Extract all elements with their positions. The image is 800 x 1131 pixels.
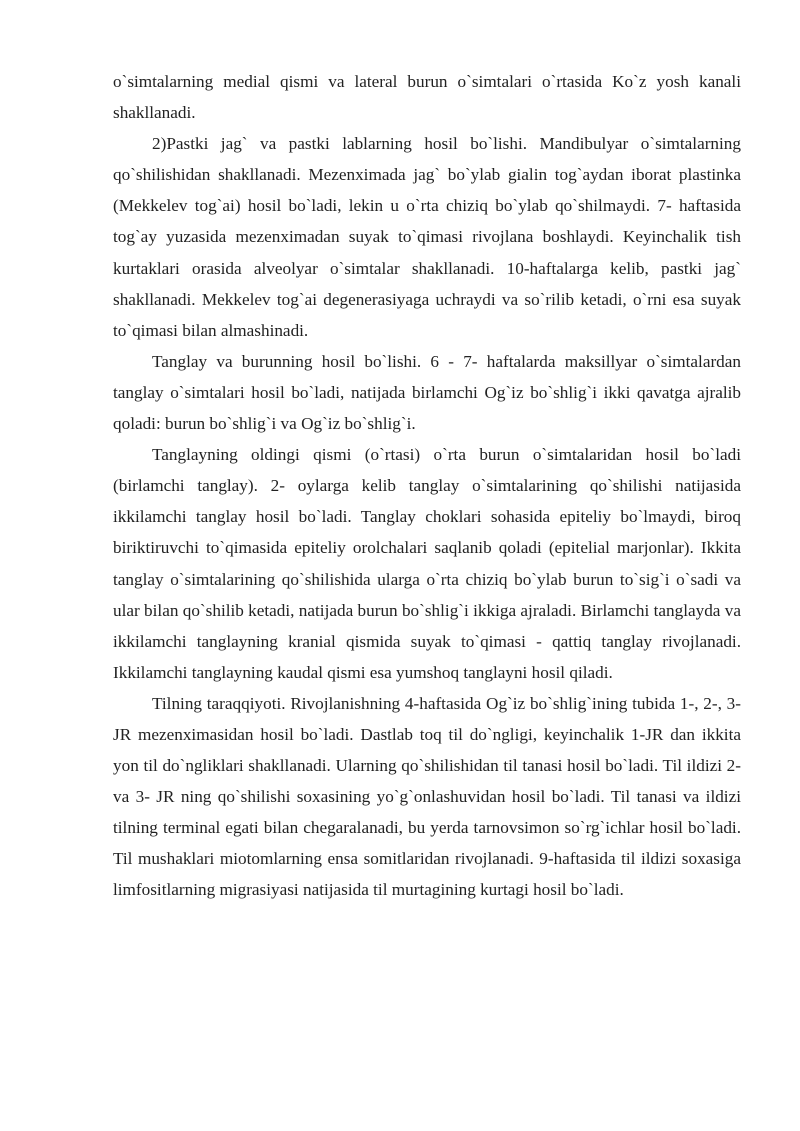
paragraph-2: 2)Pastki jag` va pastki lablarning hosil bo`lishi. Mandibulyar o`simtalarning qo`shilishidan shakllanadi. Mezenximada jag` bo`ylab gialin tog`aydan iborat plastinka (Mekkelev tog`ai) hosil bo`ladi, lekin u o`rta chiziq bo`ylab qo`shilmaydi. 7- haftasida tog`ay yuzasida mezenximadan suyak to`qimasi rivojlana boshlaydi. Keyinchalik tish kurtaklari orasida alveolyar o`simtalar shakllanadi. 10-haftalarga kelib, pastki jag` shakllanadi. Mekkelev tog`ai degenerasiyaga uchraydi va so`rilib ketadi, o`rni esa suyak to`qimasi bilan almashinadi. [113, 134, 741, 340]
paragraph-5: Tilning taraqqiyoti. Rivojlanishning 4-haftasida Og`iz bo`shlig`ining tubida 1-, 2-, 3- JR mezenximasidan hosil bo`ladi. Dastlab toq til do`ngligi, keyinchalik 1-JR dan ikkita yon til do`ngliklari shakllanadi. Ularning qo`shilishidan til tanasi hosil bo`ladi. Til ildizi 2- va 3- JR ning qo`shilishi soxasining yo`g`onlashuvidan hosil bo`ladi. Til tanasi va ildizi tilning terminal egati bilan chegaralanadi, bu yerda tarnovsimon so`rg`ichlar hosil bo`ladi. Til mushaklari miotomlarning ensa somitlaridan rivojlanadi. 9-haftasida til ildizi soxasiga limfositlarning migrasiyasi natijasida til murtagining kurtagi hosil bo`ladi. [113, 693, 741, 900]
paragraph-4: Tanglayning oldingi qismi (o`rtasi) o`rta burun o`simtalaridan hosil bo`ladi (birlamchi tanglay). 2- oylarga kelib tanglay o`simtalarining qo`shilishi natijasida ikkilamchi tanglay hosil bo`ladi. Tanglay choklari sohasida epiteliy bo`lmaydi, biroq biriktiruvchi to`qimasida epiteliy orolchalari saqlanib qoladi (epitelial marjonlar). Ikkita tanglay o`simtalarining qo`shilishida ularga o`rta chiziq bo`ylab burun to`sig`i o`sadi va ular bilan qo`shilib ketadi, natijada burun bo`shlig`i ikkiga ajraladi. Birlamchi tanglayda va ikkilamchi tanglayning kranial qismida suyak to`qimasi - qattiq tanglay rivojlanadi. Ikkilamchi tanglayning kaudal qismi esa yumshoq tanglayni hosil qiladi. [113, 445, 741, 682]
document-page [113, 66, 741, 906]
paragraph-3: Tanglay va burunning hosil bo`lishi. 6 - 7- haftalarda maksillyar o`simtalardan tanglay o`simtalari hosil bo`ladi, natijada birlamchi Og`iz bo`shlig`i ikki qavatga ajralib qoladi: burun bo`shlig`i va Og`iz bo`shlig`i. [113, 351, 741, 434]
paragraph-1: o`simtalarning medial qismi va lateral burun o`simtalari o`rtasida Ko`z yosh kanali shakllanadi. [113, 72, 741, 123]
